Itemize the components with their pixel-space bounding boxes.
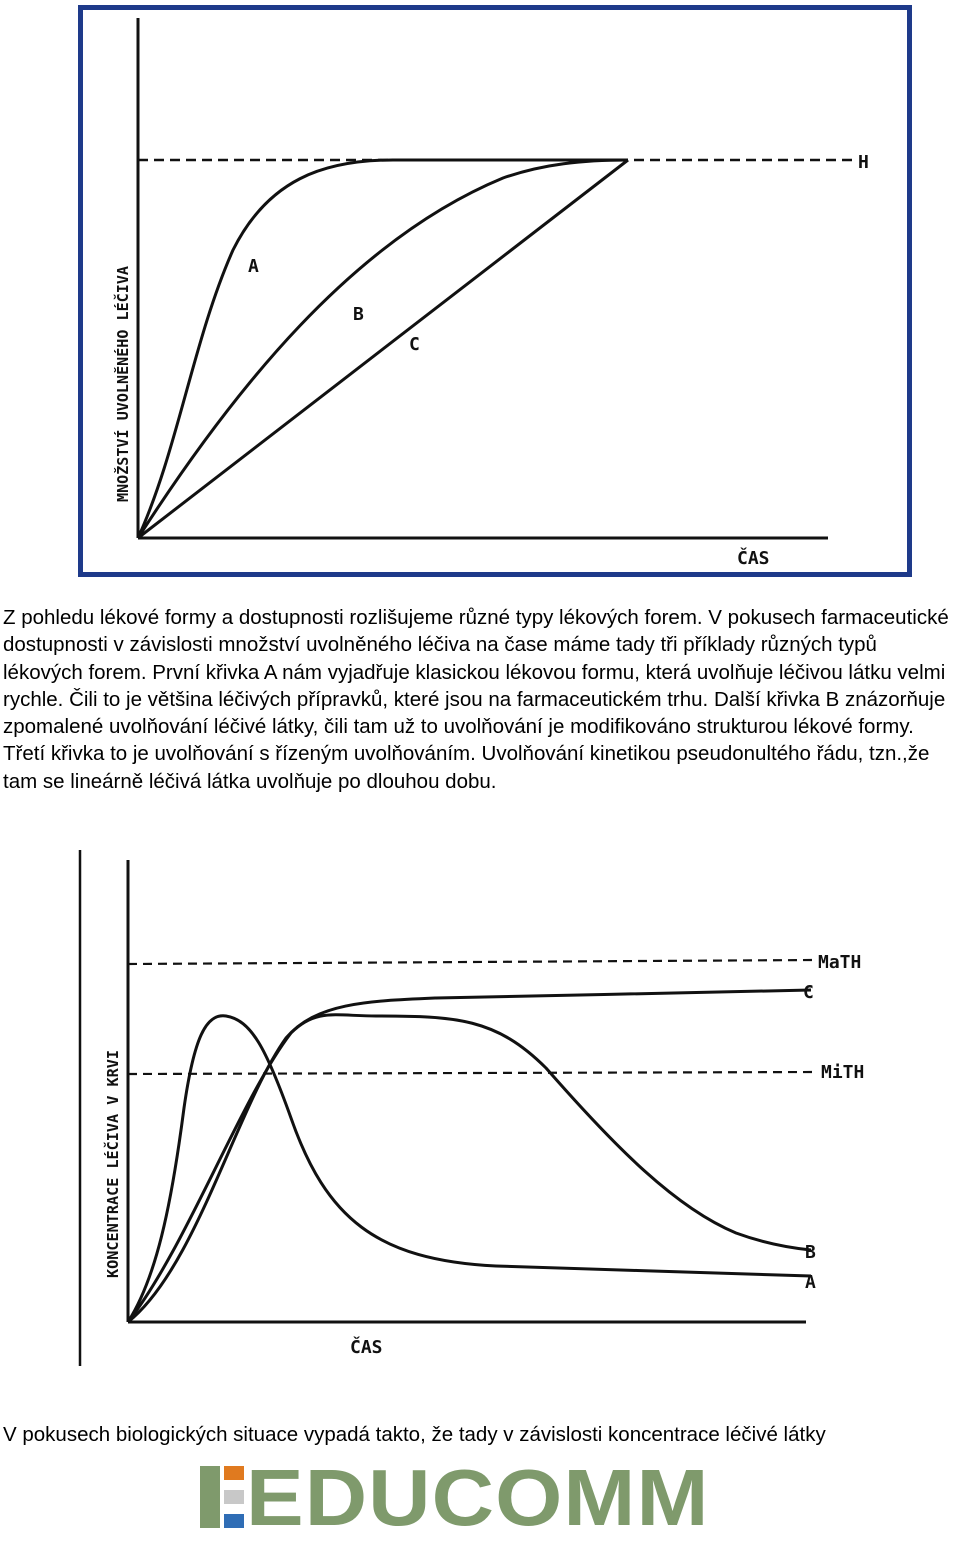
- x-axis-label: ČAS: [350, 1337, 383, 1358]
- paragraph-release-description: Z pohledu lékové formy a dostupnosti rozlišujeme různé typy lékových forem. V pokusech farmaceutické dostupnosti v závislosti množství uvolněného léčiva na čase máme tady tři příklady různých typů lékových forem. První křivka A nám vyjadřuje klasickou lékovou formu, která uvolňuje léčivou látku velmi rychle. Čili to je většina léčivých přípravků, které jsou na farmaceutickém trhu. Další křivka B znázorňuje zpomalené uvolňování léčivé látky, čili tam už to uvolňování je modifikováno strukturou lékové formy. Třetí křivka to je uvolňování s řízeným uvolňováním. Uvolňování kinetikou pseudonultého řádu, tzn.,že tam se lineárně léčivá látka uvolňuje po dlouhou dobu.: [3, 606, 949, 793]
- curve-a-label: A: [248, 256, 259, 277]
- curve-b-label: B: [805, 1242, 816, 1263]
- logo-icon: [200, 1466, 244, 1528]
- curve-c-label: C: [803, 982, 814, 1003]
- level-h-label: H: [858, 152, 869, 173]
- release-figure-drawing: [83, 10, 907, 572]
- curve-b-label: B: [353, 304, 364, 325]
- math-line: [128, 960, 816, 964]
- curve-b: [128, 1015, 811, 1322]
- release-figure: [78, 5, 912, 577]
- educomm-logo: [200, 1453, 760, 1542]
- y-axis-label: KONCENTRACE LÉČIVA V KRVI: [104, 1044, 122, 1278]
- mith-line: [128, 1072, 816, 1074]
- logo-text: EDUCOMM: [246, 1453, 710, 1542]
- paragraph-biological-description: V pokusech biologických situace vypadá takto, že tady v závislosti koncentrace léčivé látky: [3, 1423, 826, 1446]
- blood-concentration-figure: [76, 848, 876, 1368]
- curve-a: [128, 1016, 811, 1322]
- y-axis-label: MNOŽSTVÍ UVOLNĚNÉHO LÉČIVA: [114, 259, 132, 502]
- mith-label: MiTH: [821, 1062, 865, 1083]
- math-label: MaTH: [818, 952, 862, 973]
- blood-concentration-drawing: [76, 848, 876, 1368]
- x-axis-label: ČAS: [737, 548, 770, 569]
- curve-c-label: C: [409, 334, 420, 355]
- curve-a-label: A: [805, 1272, 816, 1293]
- curve-c: [138, 160, 628, 538]
